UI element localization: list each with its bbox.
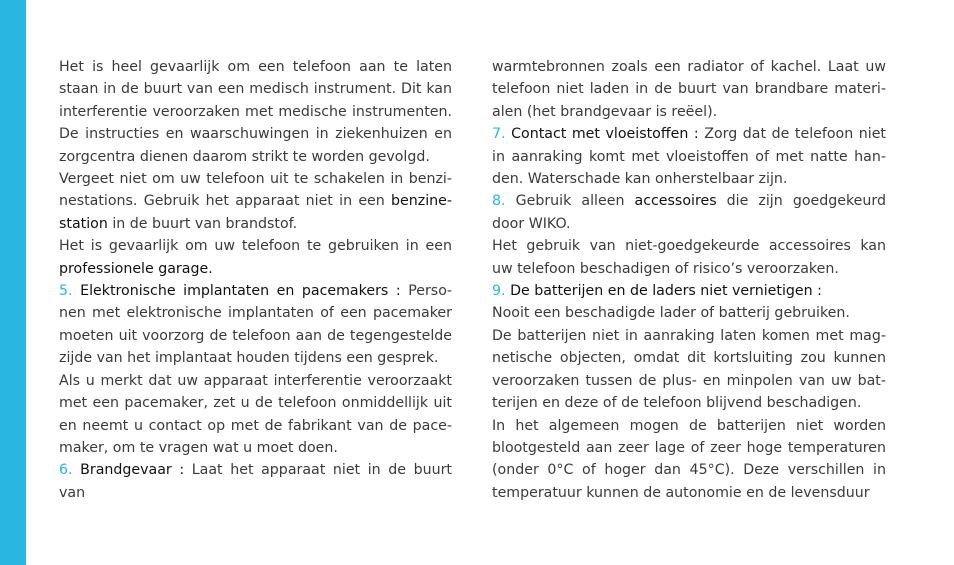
item-8-text-a: Gebruik alleen	[505, 193, 635, 210]
petrol-station-paragraph	[59, 168, 452, 235]
item-9-title: De batterijen en de laders niet vernietigen :	[510, 283, 822, 300]
item-7-paragraph	[492, 123, 886, 190]
item-8-text-b: die zijn goedgekeurd door WIKO.	[492, 193, 886, 232]
item-7-number: 7.	[492, 126, 506, 143]
heat-sources-paragraph: warmtebronnen zoals een radiator of kachel. Laat uw telefoon niet laden in de buurt van brandbare materialen (het brandgevaar is reëel).	[492, 59, 886, 120]
petrol-station-text-b: in de buurt van brandstof.	[107, 215, 298, 232]
pacemaker-interference-paragraph: Als u merkt dat uw apparaat interferentie veroorzaakt met een pacemaker, zet u de telefoon onmiddellijk uit en neemt u contact op met de fabrikant van de pacemaker, om te vragen wat u moet doen.	[59, 372, 452, 456]
item-8-number: 8.	[492, 193, 506, 210]
item-5-number: 5.	[59, 283, 73, 300]
garage-paragraph	[59, 235, 452, 280]
medical-instruments-paragraph: Het is heel gevaarlijk om een telefoon aan te laten staan in de buurt van een medisch instrument. Dit kan interferentie veroorzaken met medische instrumenten. De instructies en waarschuwingen in ziekenhuizen en zorgcentra dienen daarom strikt te worden gevolgd.	[59, 59, 452, 165]
item-7-title: Contact met vloeistoffen :	[511, 126, 699, 143]
garage-text: Het is gevaarlijk om uw telefoon te gebruiken in een	[59, 238, 452, 255]
item-5-text: Personen met elektronische implantaten of een pacemaker moeten uit voorzorg de telefoon aan de tegengestelde zijde van het implantaat houden tijdens een gesprek.	[59, 283, 453, 367]
accent-sidebar-bar	[0, 0, 26, 565]
magnetic-objects-paragraph: De batterijen niet in aanraking laten komen met magnetische objecten, omdat dit kortsluiting zou kunnen veroorzaken tussen de plus- en minpolen van uw batterijen en deze of de telefoon blijvend beschadigen.	[492, 327, 886, 412]
item-6-text: Laat het apparaat niet in de buurt van	[59, 462, 452, 501]
temperature-paragraph: In het algemeen mogen de batterijen niet worden blootgesteld aan zeer lage of zeer hoge temperaturen (onder 0°C of hoger dan 45°C). Deze verschillen in temperatuur kunnen de autonomie en de levensduur	[492, 417, 886, 501]
damaged-charger-paragraph: Nooit een beschadigde lader of batterij gebruiken.	[492, 305, 850, 322]
item-9-paragraph	[492, 280, 886, 302]
right-column	[492, 56, 886, 504]
item-6-paragraph	[59, 459, 452, 504]
item-9-number: 9.	[492, 283, 506, 300]
item-6-number: 6.	[59, 462, 73, 479]
item-6-title: Brandgevaar :	[80, 462, 185, 479]
non-approved-accessories-paragraph: Het gebruik van niet-goedgekeurde accessoires kan uw telefoon beschadigen of risico’s veroorzaken.	[492, 238, 886, 277]
petrol-station-text-a: Vergeet niet om uw telefoon uit te schakelen in benzinestations. Gebruik het apparaat niet in een	[59, 171, 452, 210]
item-5-paragraph	[59, 280, 452, 370]
petrol-station-term: benzinestation	[59, 193, 452, 232]
left-column	[59, 56, 452, 504]
item-7-text: Zorg dat de telefoon niet in aanraking komt met vloeistoffen of met natte handen. Waterschade kan onherstelbaar zijn.	[492, 126, 886, 188]
item-5-title: Elektronische implantaten en pacemakers :	[80, 283, 401, 300]
item-8-paragraph	[492, 190, 886, 235]
garage-term: professionele garage.	[59, 260, 213, 277]
item-8-term: accessoires	[634, 193, 717, 210]
